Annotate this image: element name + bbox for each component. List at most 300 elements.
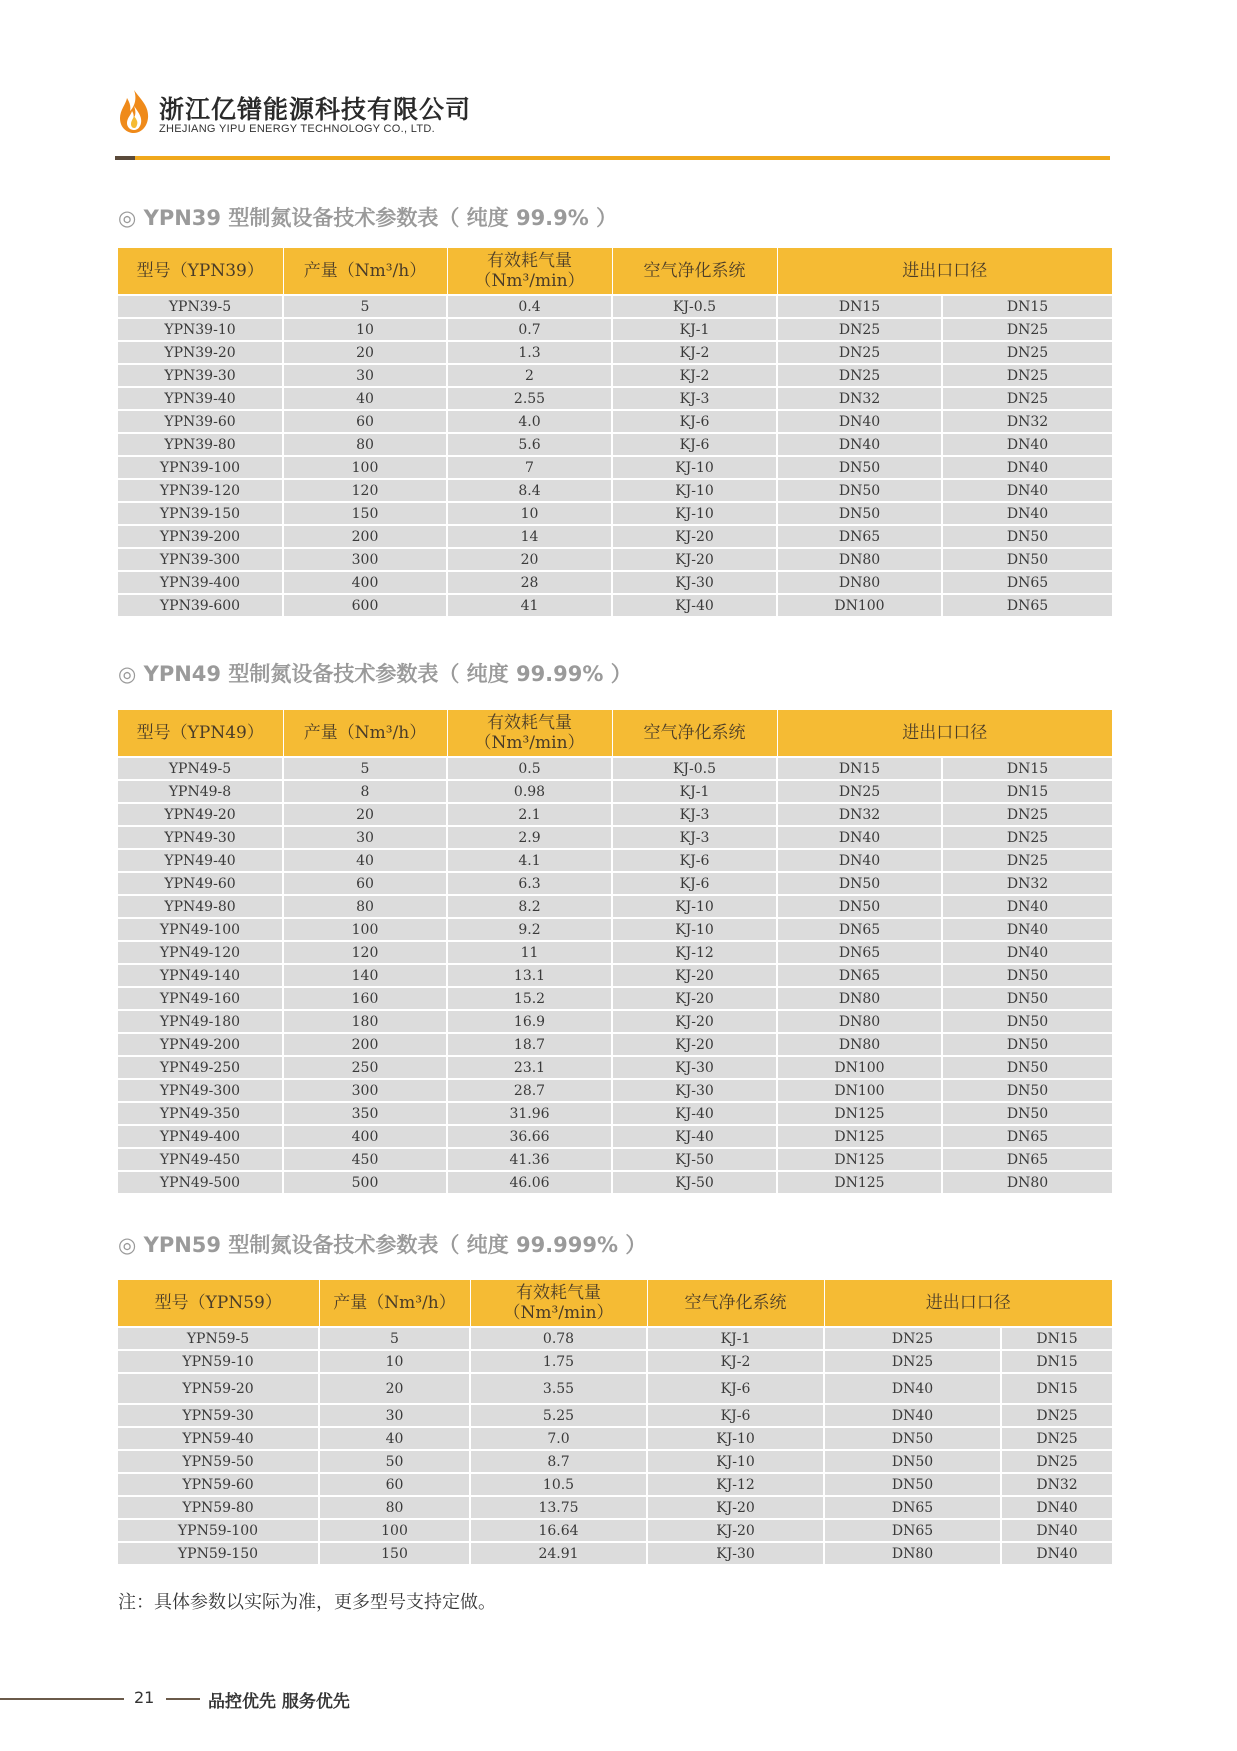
cell-model: YPN39-20	[118, 341, 283, 364]
company-name-cn: 浙江亿镨能源科技有限公司	[159, 95, 472, 124]
cell-model: YPN49-250	[118, 1056, 283, 1079]
cell-model: YPN49-350	[118, 1102, 283, 1125]
cell-output: 80	[283, 895, 447, 918]
cell-model: YPN39-200	[118, 525, 283, 548]
cell-output: 100	[319, 1519, 470, 1542]
table-row	[118, 895, 1112, 918]
header-air-consumption: 有效耗气量 （Nm³/min）	[447, 248, 612, 295]
table-row	[118, 918, 1112, 941]
cell-output: 450	[283, 1148, 447, 1171]
cell-purification: KJ-10	[647, 1450, 824, 1473]
cell-outlet-size: DN15	[1001, 1327, 1112, 1350]
cell-outlet-size: DN15	[942, 757, 1112, 780]
cell-air-consumption: 4.0	[447, 410, 612, 433]
table-row	[118, 849, 1112, 872]
table-row	[118, 525, 1112, 548]
table-row	[118, 341, 1112, 364]
cell-air-consumption: 3.55	[470, 1373, 647, 1404]
cell-output: 20	[319, 1373, 470, 1404]
company-name-en: ZHEJIANG YIPU ENERGY TECHNOLOGY CO., LTD.	[159, 123, 435, 135]
cell-inlet-size: DN80	[777, 1033, 942, 1056]
cell-inlet-size: DN25	[824, 1350, 1001, 1373]
cell-model: YPN49-20	[118, 803, 283, 826]
cell-model: YPN59-150	[118, 1542, 319, 1564]
cell-model: YPN49-80	[118, 895, 283, 918]
section-title-ypn49: ◎ YPN49 型制氮设备技术参数表（ 纯度 99.99% ）	[118, 662, 632, 686]
cell-outlet-size: DN65	[942, 571, 1112, 594]
cell-air-consumption: 2.55	[447, 387, 612, 410]
table-row	[118, 295, 1112, 318]
cell-purification: KJ-20	[647, 1519, 824, 1542]
cell-air-consumption: 5.6	[447, 433, 612, 456]
page-number: 21	[134, 1688, 155, 1707]
cell-outlet-size: DN50	[942, 1102, 1112, 1125]
cell-model: YPN39-300	[118, 548, 283, 571]
cell-output: 350	[283, 1102, 447, 1125]
cell-air-consumption: 24.91	[470, 1542, 647, 1564]
cell-model: YPN49-100	[118, 918, 283, 941]
cell-output: 5	[319, 1327, 470, 1350]
cell-output: 30	[283, 364, 447, 387]
cell-purification: KJ-40	[612, 1125, 777, 1148]
cell-air-consumption: 1.75	[470, 1350, 647, 1373]
table-row	[118, 826, 1112, 849]
cell-inlet-size: DN100	[777, 1079, 942, 1102]
cell-inlet-size: DN50	[824, 1427, 1001, 1450]
cell-outlet-size: DN50	[942, 987, 1112, 1010]
table-row	[118, 803, 1112, 826]
table-header-row	[118, 710, 1112, 757]
cell-inlet-size: DN50	[777, 479, 942, 502]
header-inlet-outlet: 进出口口径	[824, 1280, 1112, 1327]
table-row	[118, 1473, 1112, 1496]
cell-air-consumption: 36.66	[447, 1125, 612, 1148]
cell-outlet-size: DN25	[942, 318, 1112, 341]
cell-purification: KJ-2	[647, 1350, 824, 1373]
cell-air-consumption: 0.5	[447, 757, 612, 780]
cell-outlet-size: DN32	[942, 410, 1112, 433]
header-inlet-outlet: 进出口口径	[777, 248, 1112, 295]
cell-model: YPN59-80	[118, 1496, 319, 1519]
table-row	[118, 387, 1112, 410]
cell-air-consumption: 2.1	[447, 803, 612, 826]
cell-outlet-size: DN25	[1001, 1450, 1112, 1473]
cell-purification: KJ-30	[612, 571, 777, 594]
cell-air-consumption: 14	[447, 525, 612, 548]
cell-outlet-size: DN40	[1001, 1542, 1112, 1564]
cell-purification: KJ-20	[612, 548, 777, 571]
table-row	[118, 1427, 1112, 1450]
cell-air-consumption: 0.78	[470, 1327, 647, 1350]
cell-output: 40	[283, 849, 447, 872]
cell-output: 120	[283, 941, 447, 964]
cell-output: 40	[283, 387, 447, 410]
cell-outlet-size: DN40	[942, 456, 1112, 479]
table-header-row	[118, 248, 1112, 295]
cell-purification: KJ-0.5	[612, 295, 777, 318]
cell-air-consumption: 28	[447, 571, 612, 594]
cell-inlet-size: DN15	[777, 295, 942, 318]
cell-air-consumption: 2.9	[447, 826, 612, 849]
table-row	[118, 964, 1112, 987]
cell-air-consumption: 31.96	[447, 1102, 612, 1125]
table-row	[118, 1350, 1112, 1373]
cell-outlet-size: DN50	[942, 548, 1112, 571]
cell-inlet-size: DN125	[777, 1148, 942, 1171]
header-output: 产量（Nm³/h）	[319, 1280, 470, 1327]
cell-outlet-size: DN25	[1001, 1427, 1112, 1450]
table-row	[118, 1056, 1112, 1079]
cell-air-consumption: 46.06	[447, 1171, 612, 1193]
cell-inlet-size: DN80	[777, 548, 942, 571]
cell-output: 30	[319, 1404, 470, 1427]
cell-air-consumption: 8.7	[470, 1450, 647, 1473]
cell-outlet-size: DN50	[942, 1033, 1112, 1056]
cell-inlet-size: DN40	[824, 1404, 1001, 1427]
footer-dash	[166, 1698, 200, 1700]
cell-model: YPN39-600	[118, 594, 283, 616]
cell-inlet-size: DN40	[777, 410, 942, 433]
table-row	[118, 479, 1112, 502]
cell-output: 60	[283, 410, 447, 433]
cell-air-consumption: 8.4	[447, 479, 612, 502]
cell-output: 180	[283, 1010, 447, 1033]
cell-air-consumption: 2	[447, 364, 612, 387]
footnote: 注：具体参数以实际为准，更多型号支持定做。	[118, 1592, 496, 1613]
cell-purification: KJ-10	[612, 479, 777, 502]
cell-model: YPN49-60	[118, 872, 283, 895]
cell-output: 120	[283, 479, 447, 502]
cell-air-consumption: 4.1	[447, 849, 612, 872]
cell-output: 500	[283, 1171, 447, 1193]
cell-outlet-size: DN25	[942, 826, 1112, 849]
cell-model: YPN59-20	[118, 1373, 319, 1404]
spec-table-ypn39	[118, 248, 1112, 616]
cell-inlet-size: DN40	[777, 826, 942, 849]
cell-purification: KJ-40	[612, 1102, 777, 1125]
cell-purification: KJ-10	[612, 456, 777, 479]
cell-inlet-size: DN65	[777, 525, 942, 548]
cell-air-consumption: 16.9	[447, 1010, 612, 1033]
cell-outlet-size: DN32	[942, 872, 1112, 895]
cell-output: 20	[283, 341, 447, 364]
cell-output: 400	[283, 571, 447, 594]
page-header	[115, 86, 1110, 162]
cell-model: YPN59-60	[118, 1473, 319, 1496]
cell-outlet-size: DN65	[942, 1125, 1112, 1148]
section-title-ypn59: ◎ YPN59 型制氮设备技术参数表（ 纯度 99.999% ）	[118, 1233, 647, 1257]
cell-air-consumption: 18.7	[447, 1033, 612, 1056]
table-row	[118, 1542, 1112, 1564]
cell-model: YPN59-50	[118, 1450, 319, 1473]
cell-inlet-size: DN50	[777, 895, 942, 918]
cell-model: YPN49-5	[118, 757, 283, 780]
cell-air-consumption: 7.0	[470, 1427, 647, 1450]
cell-outlet-size: DN15	[1001, 1373, 1112, 1404]
cell-inlet-size: DN125	[777, 1102, 942, 1125]
header-rule	[115, 156, 1110, 160]
cell-model: YPN49-120	[118, 941, 283, 964]
cell-purification: KJ-20	[612, 1033, 777, 1056]
cell-model: YPN39-10	[118, 318, 283, 341]
table-row	[118, 1079, 1112, 1102]
cell-outlet-size: DN50	[942, 1079, 1112, 1102]
cell-outlet-size: DN25	[942, 364, 1112, 387]
table-row	[118, 1404, 1112, 1427]
cell-output: 100	[283, 918, 447, 941]
cell-purification: KJ-20	[647, 1496, 824, 1519]
table-header-row	[118, 1280, 1112, 1327]
cell-outlet-size: DN50	[942, 1010, 1112, 1033]
spec-table-ypn49	[118, 710, 1112, 1193]
cell-output: 600	[283, 594, 447, 616]
cell-outlet-size: DN25	[942, 803, 1112, 826]
cell-model: YPN49-40	[118, 849, 283, 872]
cell-inlet-size: DN50	[777, 872, 942, 895]
cell-model: YPN39-150	[118, 502, 283, 525]
cell-inlet-size: DN65	[824, 1519, 1001, 1542]
cell-output: 60	[319, 1473, 470, 1496]
table-row	[118, 1327, 1112, 1350]
cell-air-consumption: 10	[447, 502, 612, 525]
cell-inlet-size: DN15	[777, 757, 942, 780]
cell-outlet-size: DN40	[942, 918, 1112, 941]
cell-purification: KJ-6	[612, 849, 777, 872]
cell-purification: KJ-1	[612, 780, 777, 803]
cell-outlet-size: DN15	[942, 780, 1112, 803]
header-air-consumption: 有效耗气量 （Nm³/min）	[447, 710, 612, 757]
cell-model: YPN49-400	[118, 1125, 283, 1148]
cell-inlet-size: DN50	[777, 456, 942, 479]
cell-output: 300	[283, 548, 447, 571]
cell-purification: KJ-20	[612, 987, 777, 1010]
header-model: 型号（YPN49）	[118, 710, 283, 757]
table-row	[118, 594, 1112, 616]
cell-purification: KJ-12	[647, 1473, 824, 1496]
cell-model: YPN49-140	[118, 964, 283, 987]
cell-output: 5	[283, 295, 447, 318]
cell-model: YPN39-120	[118, 479, 283, 502]
cell-inlet-size: DN80	[777, 987, 942, 1010]
cell-outlet-size: DN25	[1001, 1404, 1112, 1427]
cell-outlet-size: DN32	[1001, 1473, 1112, 1496]
cell-air-consumption: 11	[447, 941, 612, 964]
cell-air-consumption: 23.1	[447, 1056, 612, 1079]
cell-model: YPN39-5	[118, 295, 283, 318]
header-output: 产量（Nm³/h）	[283, 710, 447, 757]
cell-purification: KJ-6	[612, 433, 777, 456]
cell-purification: KJ-30	[647, 1542, 824, 1564]
cell-inlet-size: DN65	[777, 918, 942, 941]
cell-purification: KJ-12	[612, 941, 777, 964]
header-air-purification: 空气净化系统	[612, 248, 777, 295]
cell-purification: KJ-50	[612, 1171, 777, 1193]
table-row	[118, 1171, 1112, 1193]
table-row	[118, 1010, 1112, 1033]
cell-inlet-size: DN25	[777, 780, 942, 803]
cell-purification: KJ-40	[612, 594, 777, 616]
cell-model: YPN39-400	[118, 571, 283, 594]
table-row	[118, 780, 1112, 803]
cell-inlet-size: DN25	[824, 1327, 1001, 1350]
table-row	[118, 1496, 1112, 1519]
table-row	[118, 571, 1112, 594]
cell-purification: KJ-50	[612, 1148, 777, 1171]
cell-air-consumption: 1.3	[447, 341, 612, 364]
cell-purification: KJ-6	[612, 872, 777, 895]
cell-air-consumption: 7	[447, 456, 612, 479]
cell-inlet-size: DN80	[777, 571, 942, 594]
table-row	[118, 318, 1112, 341]
table-row	[118, 548, 1112, 571]
cell-model: YPN49-160	[118, 987, 283, 1010]
cell-model: YPN39-60	[118, 410, 283, 433]
cell-air-consumption: 8.2	[447, 895, 612, 918]
cell-purification: KJ-30	[612, 1079, 777, 1102]
cell-purification: KJ-2	[612, 341, 777, 364]
cell-purification: KJ-20	[612, 525, 777, 548]
cell-output: 300	[283, 1079, 447, 1102]
cell-inlet-size: DN80	[824, 1542, 1001, 1564]
cell-inlet-size: DN50	[824, 1450, 1001, 1473]
cell-air-consumption: 0.7	[447, 318, 612, 341]
header-air-consumption: 有效耗气量 （Nm³/min）	[470, 1280, 647, 1327]
table-row	[118, 757, 1112, 780]
cell-inlet-size: DN40	[777, 849, 942, 872]
table-row	[118, 1102, 1112, 1125]
cell-air-consumption: 0.98	[447, 780, 612, 803]
cell-purification: KJ-20	[612, 1010, 777, 1033]
cell-inlet-size: DN32	[777, 387, 942, 410]
cell-air-consumption: 16.64	[470, 1519, 647, 1542]
cell-air-consumption: 15.2	[447, 987, 612, 1010]
cell-air-consumption: 6.3	[447, 872, 612, 895]
cell-purification: KJ-2	[612, 364, 777, 387]
cell-inlet-size: DN32	[777, 803, 942, 826]
cell-output: 400	[283, 1125, 447, 1148]
table-row	[118, 1373, 1112, 1404]
table-row	[118, 987, 1112, 1010]
cell-air-consumption: 13.75	[470, 1496, 647, 1519]
cell-air-consumption: 28.7	[447, 1079, 612, 1102]
table-row	[118, 502, 1112, 525]
cell-purification: KJ-6	[612, 410, 777, 433]
cell-inlet-size: DN40	[824, 1373, 1001, 1404]
cell-purification: KJ-0.5	[612, 757, 777, 780]
flame-logo-icon	[115, 88, 153, 134]
cell-model: YPN59-40	[118, 1427, 319, 1450]
header-model: 型号（YPN59）	[118, 1280, 319, 1327]
table-row	[118, 1033, 1112, 1056]
footer-slogan: 品控优先 服务优先	[208, 1692, 350, 1712]
cell-air-consumption: 5.25	[470, 1404, 647, 1427]
table-row	[118, 410, 1112, 433]
cell-output: 250	[283, 1056, 447, 1079]
cell-output: 30	[283, 826, 447, 849]
cell-inlet-size: DN50	[824, 1473, 1001, 1496]
cell-output: 100	[283, 456, 447, 479]
header-inlet-outlet: 进出口口径	[777, 710, 1112, 757]
table-row	[118, 872, 1112, 895]
cell-model: YPN49-180	[118, 1010, 283, 1033]
cell-purification: KJ-3	[612, 826, 777, 849]
cell-air-consumption: 20	[447, 548, 612, 571]
cell-output: 200	[283, 525, 447, 548]
cell-outlet-size: DN65	[942, 594, 1112, 616]
section-title-ypn39: ◎ YPN39 型制氮设备技术参数表（ 纯度 99.9% ）	[118, 206, 618, 230]
cell-outlet-size: DN40	[1001, 1519, 1112, 1542]
cell-model: YPN59-100	[118, 1519, 319, 1542]
cell-inlet-size: DN80	[777, 1010, 942, 1033]
cell-output: 80	[283, 433, 447, 456]
cell-purification: KJ-1	[647, 1327, 824, 1350]
cell-model: YPN39-40	[118, 387, 283, 410]
cell-purification: KJ-30	[612, 1056, 777, 1079]
table-row	[118, 364, 1112, 387]
cell-air-consumption: 41	[447, 594, 612, 616]
cell-output: 200	[283, 1033, 447, 1056]
cell-output: 5	[283, 757, 447, 780]
table-row	[118, 1519, 1112, 1542]
table-row	[118, 1450, 1112, 1473]
cell-output: 160	[283, 987, 447, 1010]
cell-outlet-size: DN40	[942, 895, 1112, 918]
cell-outlet-size: DN40	[942, 941, 1112, 964]
cell-model: YPN49-200	[118, 1033, 283, 1056]
cell-purification: KJ-20	[612, 964, 777, 987]
cell-model: YPN39-30	[118, 364, 283, 387]
cell-outlet-size: DN40	[942, 433, 1112, 456]
cell-purification: KJ-10	[612, 502, 777, 525]
header-rule-accent	[115, 156, 135, 160]
spec-table-ypn59	[118, 1280, 1112, 1564]
table-row	[118, 1125, 1112, 1148]
cell-inlet-size: DN50	[777, 502, 942, 525]
cell-outlet-size: DN40	[942, 502, 1112, 525]
cell-model: YPN49-8	[118, 780, 283, 803]
cell-inlet-size: DN100	[777, 1056, 942, 1079]
cell-inlet-size: DN125	[777, 1125, 942, 1148]
cell-output: 40	[319, 1427, 470, 1450]
cell-air-consumption: 10.5	[470, 1473, 647, 1496]
cell-output: 20	[283, 803, 447, 826]
cell-purification: KJ-6	[647, 1373, 824, 1404]
cell-outlet-size: DN25	[942, 341, 1112, 364]
cell-air-consumption: 0.4	[447, 295, 612, 318]
cell-outlet-size: DN50	[942, 525, 1112, 548]
header-air-purification: 空气净化系统	[647, 1280, 824, 1327]
footer-rule	[0, 1698, 124, 1700]
cell-air-consumption: 41.36	[447, 1148, 612, 1171]
cell-output: 150	[283, 502, 447, 525]
cell-model: YPN59-30	[118, 1404, 319, 1427]
header-output: 产量（Nm³/h）	[283, 248, 447, 295]
cell-inlet-size: DN65	[777, 941, 942, 964]
cell-model: YPN49-30	[118, 826, 283, 849]
cell-inlet-size: DN25	[777, 341, 942, 364]
cell-outlet-size: DN40	[1001, 1496, 1112, 1519]
cell-output: 10	[319, 1350, 470, 1373]
header-air-purification: 空气净化系统	[612, 710, 777, 757]
header-model: 型号（YPN39）	[118, 248, 283, 295]
cell-purification: KJ-10	[612, 895, 777, 918]
cell-inlet-size: DN25	[777, 318, 942, 341]
cell-air-consumption: 9.2	[447, 918, 612, 941]
table-row	[118, 1148, 1112, 1171]
cell-inlet-size: DN65	[824, 1496, 1001, 1519]
cell-outlet-size: DN25	[942, 387, 1112, 410]
cell-purification: KJ-3	[612, 803, 777, 826]
